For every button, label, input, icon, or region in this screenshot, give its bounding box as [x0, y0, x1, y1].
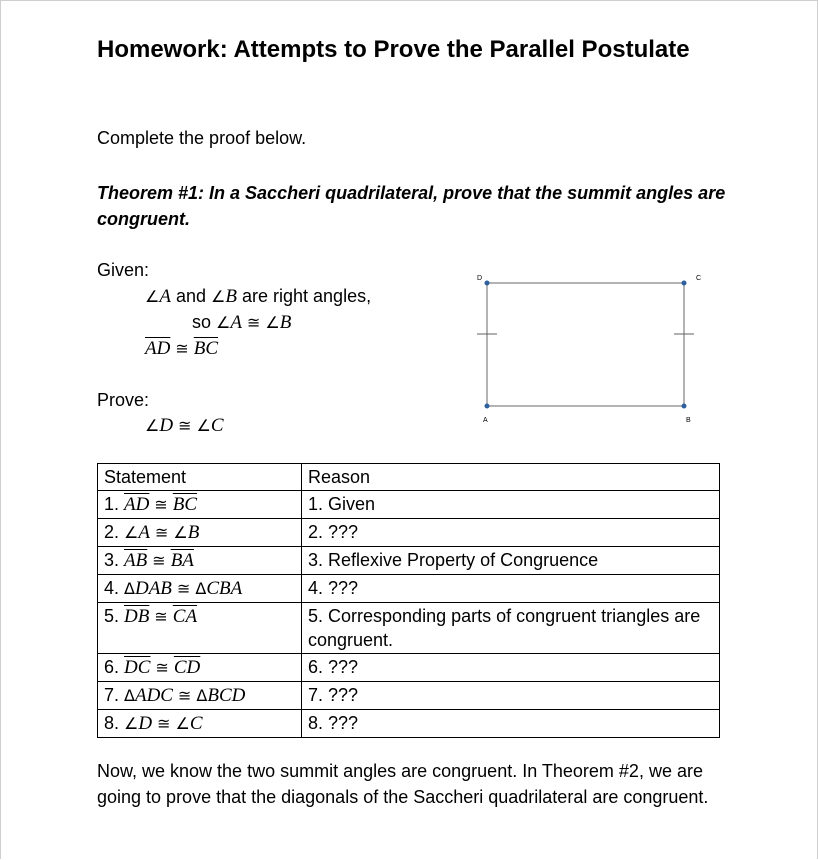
label-B: B [686, 417, 691, 424]
table-row [98, 519, 720, 547]
statement-cell: 3. $\overline{AB}$ ≅ $\overline{BA}$ [98, 547, 302, 575]
statement-header: Statement [98, 464, 302, 491]
given-line-2: so ∠A ≅ ∠B [192, 312, 292, 333]
statement-cell: 2. ∠A ≅ ∠B [98, 519, 302, 547]
reason-cell: 7. ??? [302, 682, 720, 710]
reason-cell: 6. ??? [302, 654, 720, 682]
statement-cell: 7. ΔADC ≅ ΔBCD [98, 682, 302, 710]
instruction-text: Complete the proof below. [97, 128, 307, 148]
given-line-1: ∠A and ∠B are right angles, [145, 286, 372, 307]
label-A: A [483, 417, 488, 424]
reason-cell: 2. ??? [302, 519, 720, 547]
table-row [98, 575, 720, 603]
statement-cell: 5. $\overline{DB}$ ≅ $\overline{CA}$ [98, 603, 302, 654]
label-C: C [696, 275, 702, 282]
statement-cell: 4. ΔDAB ≅ ΔCBA [98, 575, 302, 603]
reason-cell: 4. ??? [302, 575, 720, 603]
table-row [98, 547, 720, 575]
table-row [98, 491, 720, 519]
point-A [485, 404, 490, 409]
theorem-statement: Theorem #1: In a Saccheri quadrilateral, prove that the summit angles are congruent. [97, 183, 726, 229]
given-line-3: $\overline{AD}$ ≅ $\overline{BC}$ [145, 338, 219, 359]
statement-cell: 6. $\overline{DC}$ ≅ $\overline{CD}$ [98, 654, 302, 682]
table-header-row [98, 464, 720, 491]
table-row [98, 603, 720, 654]
table-row [98, 654, 720, 682]
reason-cell: 8. ??? [302, 710, 720, 738]
prove-statement: ∠D ≅ ∠C [145, 415, 224, 436]
label-D: D [477, 275, 483, 282]
reason-header: Reason [302, 464, 720, 491]
statement-cell: 8. ∠D ≅ ∠C [98, 710, 302, 738]
quadrilateral-outline [487, 283, 684, 406]
statement-cell: 1. $\overline{AD}$ ≅ $\overline{BC}$ [98, 491, 302, 519]
closing-paragraph: Now, we know the two summit angles are congruent. In Theorem #2, we are going to prove that the diagonals of the Saccheri quadrilateral are congruent. [97, 761, 709, 807]
reason-cell: 3. Reflexive Property of Congruence [302, 547, 720, 575]
prove-label: Prove: [97, 390, 150, 410]
proof-table [97, 463, 720, 738]
reason-cell: 1. Given [302, 491, 720, 519]
table-row [98, 682, 720, 710]
saccheri-quadrilateral-diagram [470, 270, 710, 435]
point-B [682, 404, 687, 409]
table-row [98, 710, 720, 738]
given-label: Given: [97, 260, 150, 280]
point-D [485, 281, 490, 286]
reason-cell: 5. Corresponding parts of congruent triangles are congruent. [302, 603, 720, 654]
page-title: Homework: Attempts to Prove the Parallel Postulate [97, 36, 690, 63]
point-C [682, 281, 687, 286]
